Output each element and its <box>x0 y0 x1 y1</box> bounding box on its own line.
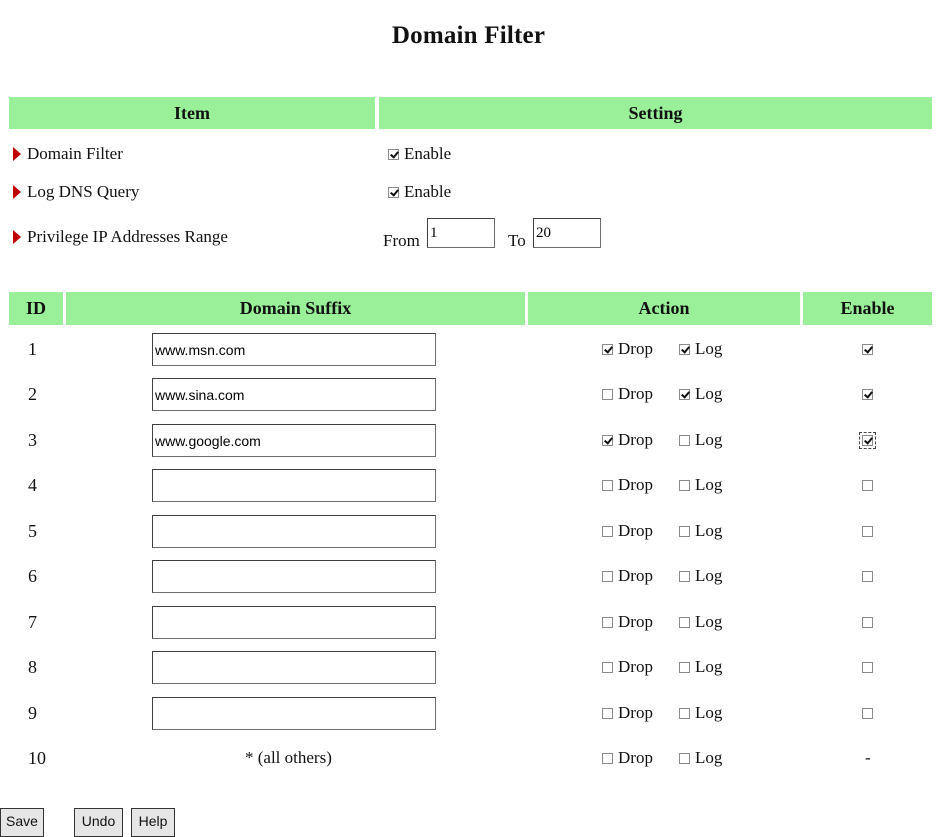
row-10-enable-dash: - <box>865 748 871 767</box>
enable-option[interactable] <box>862 429 873 451</box>
drop-checkbox[interactable] <box>602 480 613 491</box>
drop-label: Drop <box>618 612 653 631</box>
drop-option[interactable] <box>602 656 653 678</box>
drop-option[interactable] <box>602 565 653 587</box>
row-id: 10 <box>28 747 46 768</box>
enable-checkbox[interactable] <box>862 571 873 582</box>
red-arrow-icon <box>13 147 21 161</box>
log-label: Log <box>695 430 723 449</box>
drop-label: Drop <box>618 566 653 585</box>
drop-checkbox[interactable] <box>602 344 613 355</box>
log-checkbox[interactable] <box>679 389 690 400</box>
setting-header: Setting <box>379 97 932 129</box>
drop-label: Drop <box>618 521 653 540</box>
log-label: Log <box>695 566 723 585</box>
drop-label: Drop <box>618 339 653 358</box>
log-option[interactable] <box>679 611 722 633</box>
enable-checkbox[interactable] <box>862 389 873 400</box>
log-dns-enable[interactable] <box>388 180 451 204</box>
log-label: Log <box>695 612 723 631</box>
drop-checkbox[interactable] <box>602 435 613 446</box>
log-label: Log <box>695 703 723 722</box>
enable-header: Enable <box>803 292 932 325</box>
row-id: 5 <box>28 520 37 541</box>
drop-label: Drop <box>618 657 653 676</box>
page-title: Domain Filter <box>391 22 546 49</box>
enable-option[interactable] <box>862 383 873 405</box>
row-10-log[interactable] <box>679 747 722 769</box>
log-option[interactable] <box>679 338 722 360</box>
row-id: 8 <box>28 656 37 677</box>
row-10-drop[interactable] <box>602 747 653 769</box>
enable-option[interactable] <box>862 702 873 724</box>
enable-checkbox[interactable] <box>862 662 873 673</box>
drop-option[interactable] <box>602 429 653 451</box>
log-dns-query-label: Log DNS Query <box>27 182 140 201</box>
log-option[interactable] <box>679 520 722 542</box>
red-arrow-icon <box>13 185 21 199</box>
domain-filter-enable-checkbox[interactable] <box>388 149 399 160</box>
enable-checkbox[interactable] <box>862 344 873 355</box>
drop-option[interactable] <box>602 702 653 724</box>
domain-suffix-header: Domain Suffix <box>66 292 525 325</box>
drop-label: Drop <box>618 475 653 494</box>
drop-option[interactable] <box>602 611 653 633</box>
enable-checkbox[interactable] <box>862 708 873 719</box>
drop-label: Drop <box>618 748 653 767</box>
drop-label: Drop <box>618 384 653 403</box>
drop-option[interactable] <box>602 383 653 405</box>
log-option[interactable] <box>679 429 722 451</box>
drop-option[interactable] <box>602 520 653 542</box>
drop-checkbox[interactable] <box>602 662 613 673</box>
log-option[interactable] <box>679 474 722 496</box>
drop-option[interactable] <box>602 474 653 496</box>
red-arrow-icon <box>13 230 21 244</box>
log-label: Log <box>695 339 723 358</box>
log-checkbox[interactable] <box>679 571 690 582</box>
domain-suffix-input[interactable] <box>152 606 436 639</box>
help-button[interactable]: Help <box>131 808 175 837</box>
drop-checkbox[interactable] <box>602 571 613 582</box>
enable-option[interactable] <box>862 656 873 678</box>
domain-suffix-input[interactable] <box>152 333 436 366</box>
undo-button[interactable]: Undo <box>74 808 123 837</box>
domain-suffix-input[interactable] <box>152 560 436 593</box>
domain-suffix-input[interactable] <box>152 469 436 502</box>
enable-option[interactable] <box>862 338 873 360</box>
enable-checkbox[interactable] <box>862 435 873 446</box>
domain-filter-enable-label: Enable <box>404 144 452 163</box>
enable-option[interactable] <box>862 474 873 496</box>
drop-checkbox[interactable] <box>602 753 613 764</box>
ip-to-input[interactable] <box>533 218 601 248</box>
enable-checkbox[interactable] <box>862 526 873 537</box>
enable-checkbox[interactable] <box>862 617 873 628</box>
log-label: Log <box>695 475 723 494</box>
log-checkbox[interactable] <box>679 526 690 537</box>
log-label: Log <box>695 657 723 676</box>
drop-checkbox[interactable] <box>602 708 613 719</box>
domain-suffix-input[interactable] <box>152 651 436 684</box>
log-label: Log <box>695 384 723 403</box>
log-checkbox[interactable] <box>679 480 690 491</box>
all-others-text: * (all others) <box>245 748 332 767</box>
enable-checkbox[interactable] <box>862 480 873 491</box>
row-id: 3 <box>28 429 37 450</box>
domain-suffix-input[interactable] <box>152 515 436 548</box>
row-id: 2 <box>28 383 37 404</box>
enable-option[interactable] <box>862 565 873 587</box>
log-dns-row-label <box>13 180 139 204</box>
item-header: Item <box>9 97 375 129</box>
log-option[interactable] <box>679 702 722 724</box>
domain-filter-label: Domain Filter <box>27 144 123 163</box>
log-option[interactable] <box>679 565 722 587</box>
log-dns-enable-checkbox[interactable] <box>388 187 399 198</box>
drop-label: Drop <box>618 703 653 722</box>
drop-checkbox[interactable] <box>602 526 613 537</box>
log-checkbox[interactable] <box>679 662 690 673</box>
domain-suffix-input[interactable] <box>152 378 436 411</box>
log-checkbox[interactable] <box>679 617 690 628</box>
log-checkbox[interactable] <box>679 435 690 446</box>
drop-option[interactable] <box>602 338 653 360</box>
domain-suffix-input[interactable] <box>152 697 436 730</box>
log-dns-enable-label: Enable <box>404 182 452 201</box>
row-id: 4 <box>28 474 37 495</box>
drop-checkbox[interactable] <box>602 617 613 628</box>
enable-option[interactable] <box>862 611 873 633</box>
drop-checkbox[interactable] <box>602 389 613 400</box>
save-button[interactable]: Save <box>0 808 44 837</box>
log-checkbox[interactable] <box>679 344 690 355</box>
domain-filter-enable[interactable] <box>388 142 451 166</box>
log-option[interactable] <box>679 383 722 405</box>
privilege-ip-label: Privilege IP Addresses Range <box>27 227 228 246</box>
drop-label: Drop <box>618 430 653 449</box>
log-checkbox[interactable] <box>679 753 690 764</box>
log-label: Log <box>695 521 723 540</box>
domain-filter-row-label <box>13 142 123 166</box>
row-id: 7 <box>28 611 37 632</box>
privilege-ip-row-label <box>13 225 228 249</box>
ip-from-input[interactable] <box>427 218 495 248</box>
row-id: 6 <box>28 565 37 586</box>
enable-option[interactable] <box>862 520 873 542</box>
row-id: 9 <box>28 702 37 723</box>
log-checkbox[interactable] <box>679 708 690 719</box>
row-id: 1 <box>28 338 37 359</box>
log-option[interactable] <box>679 656 722 678</box>
domain-suffix-input[interactable] <box>152 424 436 457</box>
id-header: ID <box>9 292 63 325</box>
from-label: From <box>383 231 420 250</box>
action-header: Action <box>528 292 800 325</box>
log-label: Log <box>695 748 723 767</box>
to-label: To <box>508 231 526 250</box>
